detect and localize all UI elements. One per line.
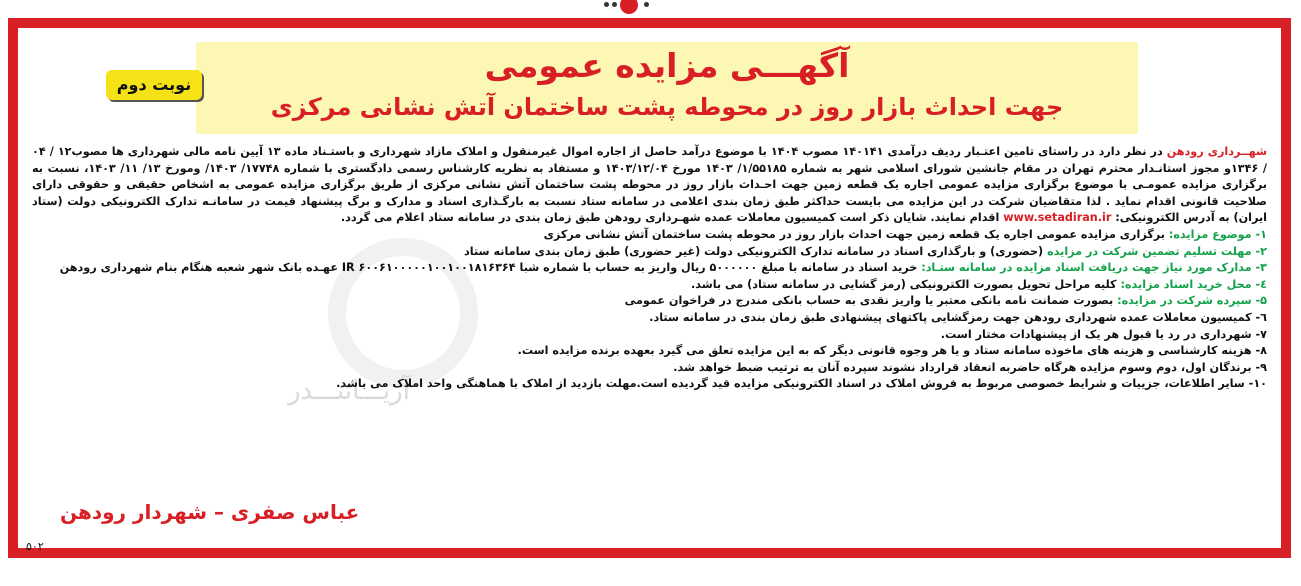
- item-key: ۳- مدارک مورد نیاز جهت دریافت اسناد مزایده در سامانه ستـاد:: [921, 261, 1267, 275]
- top-ornament: [600, 0, 660, 18]
- list-item: [32, 244, 1267, 261]
- intro-text: در نظر دارد در راستای تامین اعتـبار ردیف درآمدی ۱۴۰۱۴۱ مصوب ۱۴۰۴ با موضوع درآمد حاصل از اجاره اموال غیرمنقول و املاک مازاد شهرداری و باستـناد ماده ۱۳ آیین نامه مالی شهرداری ها مصوب۱۲ / ۰۴ / ۱۳۴۶و مجوز استانـدار محترم تهران در مقام جانشین شورای اسلامی شهر به شماره ۱/۵۵۱۸۵/ ۱۴۰۳ مورخ ۱۴۰۳/۱۲/۰۴ و مستفاد به نظریه کارشناس رسمی دادگستری با شماره ۱۷۷۴۸/ ۱۴۰۳/ ومورخ ۱۳/ ۱۱/ ۱۴۰۳، نسبت به برگزاری مزایده عمومـی با موضوع برگزاری مزایده عمومی اجاره یک قطعه زمین جهت احـداث بازار روز در محوطه پشت ساختمان آتش نشانی مرکزی از طریق برگزاری مزایده عمومی به اشخاص حقیقی و حقوقی دارای صلاحیت قانونی اقدام نماید . لذا متقاضیان شرکت در این مزایده می بایست حداکثر طبق زمان بندی اعلامی در سامانه ستاد نسبت به بارگـذاری اسناد و مدارک و برگ پیشنهاد قیمت در سامانـه تدارک الکترونیکی دولت (ستاد ایران) به آدرس الکترونیکی:: [32, 145, 1267, 225]
- item-text: ۸- هزینه کارشناسی و هزینه های ماخوذه سامانه ستاد و یا هر وجوه قانونی دیگر که به این مزایده تعلق می گیرد بعهده برنده مزایده است.: [517, 344, 1267, 358]
- title-banner: [196, 42, 1138, 134]
- item-text: کلیه مراحل تحویل بصورت الکترونیکی (رمز گشایی در سامانه ستاد) می باشد.: [690, 277, 1121, 291]
- item-key: ٤- محل خرید اسناد مزایده:: [1120, 277, 1267, 291]
- item-text: ۷- شهرداری در رد یا قبول هر یک از پیشنهادات مختار است.: [940, 327, 1267, 341]
- intro-text-end: اقدام نمایند. شایان ذکر است کمیسیون معاملات عمده شهـرداری رودهن طبق زمان بندی در سامانه ستاد اعلام می گردد.: [340, 211, 1004, 225]
- item-key: ۵- سپرده شرکت در مزایده:: [1117, 294, 1267, 308]
- ornament-dot-icon: [612, 2, 617, 7]
- item-key: ۱- موضوع مزایده:: [1168, 227, 1267, 241]
- item-text: (حضوری) و بارگذاری اسناد در سامانه تدارک الکترونیکی دولت (غیر حضوری) طبق زمان بندی سامانه ستاد: [464, 244, 1048, 258]
- items-list: [32, 227, 1267, 393]
- list-item: [32, 343, 1267, 360]
- list-item: [32, 310, 1267, 327]
- ornament-dot-icon: [604, 2, 609, 7]
- page-title: آگهـــی مزایده عمومی: [484, 46, 850, 85]
- list-item: [32, 327, 1267, 344]
- list-item: [32, 360, 1267, 377]
- ornament-dot-icon: [644, 2, 649, 7]
- watermark-text: آریـــاتنـــدر: [288, 376, 410, 406]
- list-item: [32, 293, 1267, 310]
- round-badge: نوبت دوم: [106, 70, 202, 100]
- list-item: [32, 277, 1267, 294]
- intro-paragraph: [32, 144, 1267, 227]
- item-key: ۲- مهلت تسلیم تضمین شرکت در مزایده: [1047, 244, 1267, 258]
- item-text: برگزاری مزایده عمومی اجاره یک قطعه زمین جهت احداث بازار روز در محوطه پشت ساختمان آتش نشانی مرکزی: [543, 227, 1169, 241]
- website-link[interactable]: www.setadiran.ir: [1003, 211, 1112, 225]
- list-item: [32, 260, 1267, 277]
- ad-body: [32, 144, 1267, 393]
- ad-code: ۵۰۲: [26, 540, 44, 553]
- list-item: [32, 376, 1267, 393]
- item-text: بصورت ضمانت نامه بانکی معتبر یا واریز نقدی به حساب بانکی مندرج در فراخوان عمومی: [624, 294, 1118, 308]
- signature: عباس صفری – شهردار رودهن: [60, 500, 360, 524]
- item-text: خرید اسناد در سامانه با مبلغ ۵۰۰۰۰۰۰ ریال واریز به حساب با شماره شبا IR ۶۰۰۶۱۰۰۰۰۰۱۰۰۱۰۰۱۸۱۶۳۶۴ عهـده بانک شهر شعبه هنگام بنام شهرداری رودهن: [59, 261, 922, 275]
- list-item: [32, 227, 1267, 244]
- ad-frame: [8, 18, 1291, 558]
- item-text: ۹- برندگان اول، دوم وسوم مزایده هرگاه حاضربه انعقاد قرارداد نشوند سپرده آنان به ترتیب ضبط خواهد شد.: [673, 360, 1267, 374]
- item-text: ٦- کمیسیون معاملات عمده شهرداری رودهن جهت رمزگشایی پاکتهای پیشنهادی طبق زمان بندی در سامانه ستاد.: [649, 310, 1267, 324]
- page-subtitle: جهت احداث بازار روز در محوطه پشت ساختمان آتش نشانی مرکزی: [270, 93, 1064, 121]
- red-drop-icon: [616, 0, 641, 18]
- intro-lead: شهــرداری رودهن: [1166, 145, 1267, 158]
- item-text: ۱۰- سایر اطلاعات، جزییات و شرایط خصوصی مربوط به فروش املاک در اسناد الکترونیکی مزایده قید گردیده است.مهلت بازدید از املاک با هماهنگی واحد املاک می باشد.: [336, 377, 1267, 391]
